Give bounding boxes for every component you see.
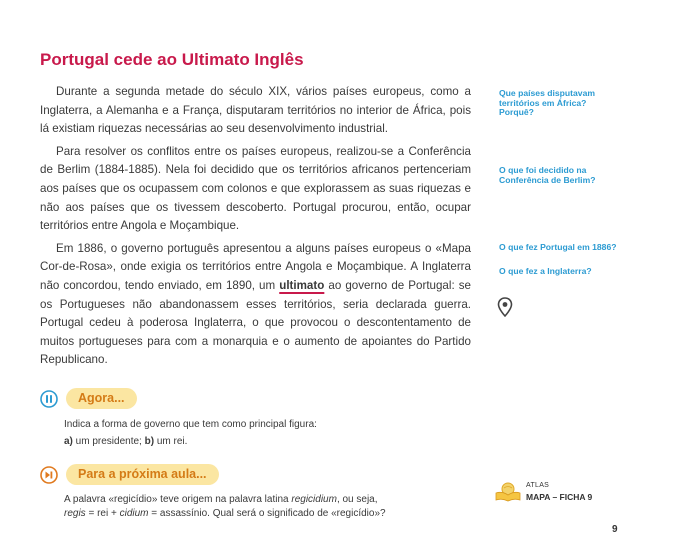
latin-word-regis: regis bbox=[64, 508, 86, 519]
section-title: Portugal cede ao Ultimato Inglês bbox=[40, 50, 304, 69]
pause-icon bbox=[40, 390, 58, 408]
paragraph-2: Para resolver os conflitos entre os países europeus, realizou-se a Conferência de Berlim (1884-1885). Nela foi decidido que os territórios africanos pertenceriam aos países que os ocupassem com colonos e que explorassem as suas riquezas e não aos países que os tivessem descoberto. Portugal procurou, então, ocupar territórios entre Angola e Moçambique. bbox=[40, 144, 471, 233]
side-question-1: Que países disputavam territórios em África? Porquê? bbox=[499, 88, 595, 118]
proxima-line-1-text: A palavra «regicídio» teve origem na palavra latina bbox=[64, 494, 292, 505]
latin-word-cidium: cidium bbox=[119, 508, 149, 519]
agora-question: Indica a forma de governo que tem como principal figura: bbox=[64, 419, 317, 430]
paragraph-3-after: ao governo de Portugal: se os Portugueses não abandonassem esses territórios, seria declarada guerra. Portugal cedeu à poderosa Inglaterra, o que provocou o descontentamento de muitos portugueses para com a monarquia e o aumento de apoiantes do Partido Republicano. bbox=[40, 278, 471, 367]
atlas-small-label: ATLAS bbox=[526, 482, 550, 489]
next-track-icon bbox=[40, 466, 58, 484]
option-a-text: um presidente; bbox=[72, 436, 145, 447]
side-question-4: O que fez a Inglaterra? bbox=[499, 266, 592, 276]
proxima-line-1 bbox=[64, 492, 378, 507]
atlas-map-label: MAPA – FICHA 9 bbox=[526, 492, 593, 502]
proxima-aula-label: Para a próxima aula... bbox=[66, 464, 219, 485]
option-a-letter: a) bbox=[64, 436, 73, 447]
proxima-line-2 bbox=[64, 506, 386, 521]
page-number: 9 bbox=[612, 524, 618, 535]
agora-options bbox=[64, 434, 187, 449]
side-question-2: O que foi decidido na Conferência de Berlim? bbox=[499, 165, 596, 185]
paragraph-1: Durante a segunda metade do século XIX, vários países europeus, como a Inglaterra, a Alemanha e a França, disputaram territórios no interior de África, pois lá existiam riquezas necessárias ao seu desenvolvimento industrial. bbox=[40, 85, 471, 136]
option-b-letter: b) bbox=[144, 436, 155, 447]
highlighted-term-ultimato[interactable]: ultimato bbox=[279, 278, 325, 292]
paragraph-3-before: Em 1886, o governo português apresentou a alguns países europeus o «Mapa Cor-de-Rosa», onde exigia os territórios entre Angola e Moçambique. A Inglaterra não concordou, tendo enviado, em 1890, um bbox=[40, 241, 471, 292]
side-question-3: O que fez Portugal em 1886? bbox=[499, 242, 617, 252]
map-pin-icon bbox=[497, 297, 513, 317]
proxima-line-1-end: , ou seja, bbox=[336, 494, 378, 505]
atlas-book-icon bbox=[495, 482, 521, 502]
paragraph-3 bbox=[40, 240, 471, 370]
main-text bbox=[40, 83, 471, 374]
proxima-line-2-end: = assassínio. Qual será o significado de «regicídio»? bbox=[148, 508, 386, 519]
option-b-text: um rei. bbox=[154, 436, 188, 447]
agora-label: Agora... bbox=[66, 388, 137, 409]
latin-word-regicidium: regicidium bbox=[291, 494, 337, 505]
proxima-line-2-mid: = rei + bbox=[85, 508, 120, 519]
